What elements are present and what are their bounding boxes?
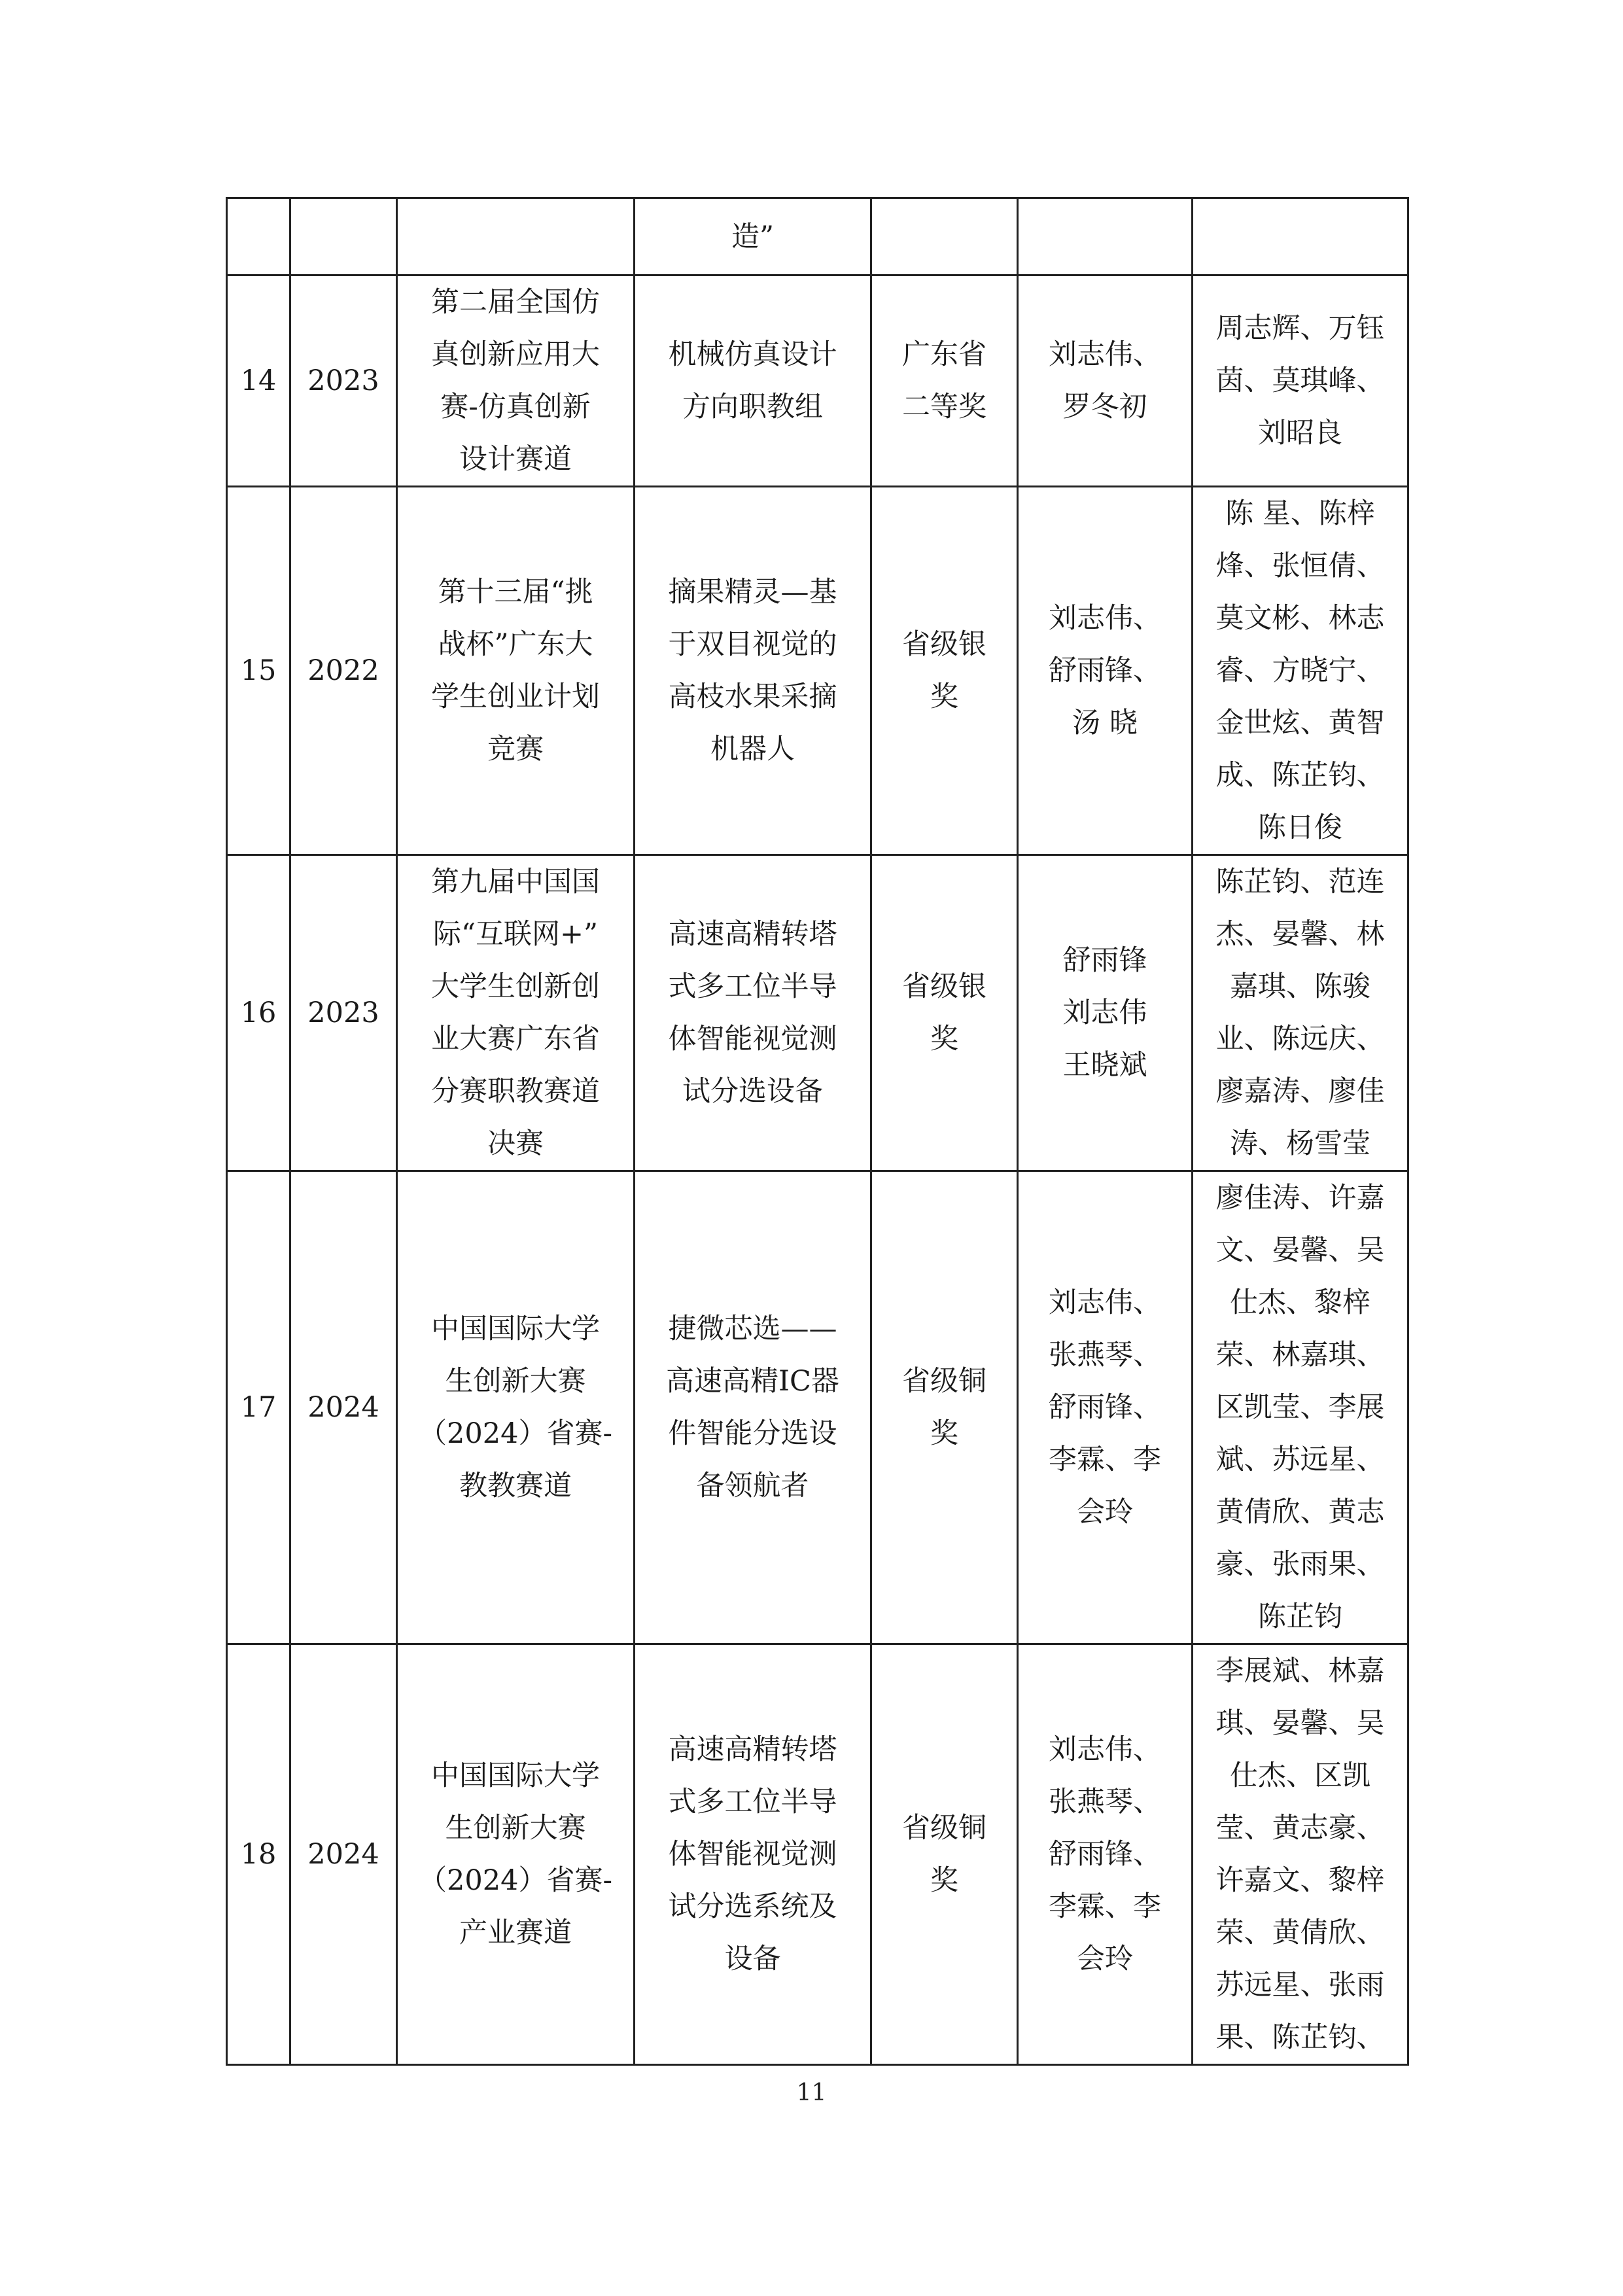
cell-students <box>1193 855 1408 1171</box>
students-text: 李展斌、林嘉 琪、晏馨、吴 仕杰、区凯 莹、黄志豪、 许嘉文、黎梓 荣、黄倩欣、 苏远星、张雨 果、陈芷钧、 <box>1215 1655 1385 2054</box>
table-row <box>227 1644 1408 2065</box>
cell-competition <box>397 1644 635 2065</box>
project-text: 捷微芯选—— 高速高精IC器 件智能分选设 备领航者 <box>666 1313 839 1502</box>
cell-no <box>227 198 290 275</box>
cell-award <box>871 855 1018 1171</box>
award-text: 省级铜 奖 <box>902 1365 986 1450</box>
cell-students <box>1193 1644 1408 2065</box>
cell-competition <box>397 487 635 855</box>
students-text: 廖佳涛、许嘉 文、晏馨、吴 仕杰、黎梓 荣、林嘉琪、 区凯莹、李展 斌、苏远星、 黄倩欣、黄志 豪、张雨果、 陈芷钧 <box>1215 1182 1385 1633</box>
cell-year <box>290 1171 397 1644</box>
award-text: 省级铜 奖 <box>902 1812 986 1897</box>
cell-year <box>290 1644 397 2065</box>
competition-text: 第十三届“挑 战杯”广东大 学生创业计划 竞赛 <box>431 576 600 766</box>
no-text: 14 <box>240 364 277 397</box>
page-number: 11 <box>796 2079 827 2106</box>
table-body <box>227 198 1408 2065</box>
cell-year <box>290 198 397 275</box>
cell-students <box>1193 198 1408 275</box>
award-text: 省级银 奖 <box>902 970 986 1055</box>
cell-award <box>871 275 1018 487</box>
project-text: 摘果精灵—基 于双目视觉的 高枝水果采摘 机器人 <box>668 576 837 766</box>
cell-no <box>227 275 290 487</box>
cell-students <box>1193 487 1408 855</box>
cell-project <box>635 1644 871 2065</box>
table-row <box>227 1171 1408 1644</box>
table-row <box>227 198 1408 275</box>
no-text: 15 <box>240 654 277 687</box>
advisors-text: 刘志伟、 罗冬初 <box>1049 338 1161 423</box>
cell-no <box>227 1171 290 1644</box>
cell-award <box>871 1644 1018 2065</box>
award-text: 省级银 奖 <box>902 628 986 713</box>
year-text: 2023 <box>307 997 379 1029</box>
cell-competition <box>397 198 635 275</box>
cell-project <box>635 1171 871 1644</box>
year-text: 2022 <box>307 654 379 687</box>
project-text: 高速高精转塔 式多工位半导 体智能视觉测 试分选系统及 设备 <box>668 1733 837 1975</box>
table-row <box>227 275 1408 487</box>
project-text: 机械仿真设计 方向职教组 <box>668 338 837 423</box>
advisors-text: 刘志伟、 张燕琴、 舒雨锋、 李霖、李 会玲 <box>1049 1286 1161 1528</box>
year-text: 2023 <box>307 364 379 397</box>
awards-table <box>226 197 1409 2066</box>
cell-advisors <box>1018 1644 1193 2065</box>
project-text: 造” <box>731 220 774 253</box>
competition-text: 第二届全国仿 真创新应用大 赛-仿真创新 设计赛道 <box>431 286 600 476</box>
cell-students <box>1193 275 1408 487</box>
cell-year <box>290 855 397 1171</box>
table-row <box>227 855 1408 1171</box>
cell-advisors <box>1018 198 1193 275</box>
advisors-text: 舒雨锋 刘志伟 王晓斌 <box>1062 944 1147 1082</box>
competition-text: 中国国际大学 生创新大赛 （2024）省赛- 产业赛道 <box>419 1759 612 1949</box>
project-text: 高速高精转塔 式多工位半导 体智能视觉测 试分选设备 <box>668 918 837 1108</box>
cell-year <box>290 275 397 487</box>
competition-text: 中国国际大学 生创新大赛 （2024）省赛- 教教赛道 <box>419 1313 612 1502</box>
no-text: 16 <box>240 997 277 1029</box>
cell-year <box>290 487 397 855</box>
cell-advisors <box>1018 275 1193 487</box>
students-text: 陈芷钧、范连 杰、晏馨、林 嘉琪、陈骏 业、陈远庆、 廖嘉涛、廖佳 涛、杨雪莹 <box>1215 866 1385 1160</box>
year-text: 2024 <box>307 1391 379 1424</box>
cell-competition <box>397 855 635 1171</box>
students-text: 陈 星、陈梓 烽、张恒倩、 莫文彬、林志 睿、方晓宁、 金世炫、黄智 成、陈芷钧、 陈日俊 <box>1215 497 1385 844</box>
advisors-text: 刘志伟、 舒雨锋、 汤 晓 <box>1049 602 1161 739</box>
cell-project <box>635 275 871 487</box>
award-text: 广东省 二等奖 <box>902 338 986 423</box>
cell-award <box>871 487 1018 855</box>
cell-project <box>635 198 871 275</box>
cell-students <box>1193 1171 1408 1644</box>
cell-competition <box>397 275 635 487</box>
cell-project <box>635 487 871 855</box>
no-text: 18 <box>240 1838 277 1871</box>
cell-no <box>227 487 290 855</box>
cell-project <box>635 855 871 1171</box>
cell-advisors <box>1018 1171 1193 1644</box>
table-row <box>227 487 1408 855</box>
cell-no <box>227 855 290 1171</box>
cell-award <box>871 198 1018 275</box>
cell-advisors <box>1018 487 1193 855</box>
cell-advisors <box>1018 855 1193 1171</box>
advisors-text: 刘志伟、 张燕琴、 舒雨锋、 李霖、李 会玲 <box>1049 1733 1161 1975</box>
cell-award <box>871 1171 1018 1644</box>
cell-competition <box>397 1171 635 1644</box>
cell-no <box>227 1644 290 2065</box>
competition-text: 第九届中国国 际“互联网+” 大学生创新创 业大赛广东省 分赛职教赛道 决赛 <box>431 866 600 1160</box>
no-text: 17 <box>240 1391 277 1424</box>
year-text: 2024 <box>307 1838 379 1871</box>
students-text: 周志辉、万钰 茵、莫琪峰、 刘昭良 <box>1215 312 1385 450</box>
